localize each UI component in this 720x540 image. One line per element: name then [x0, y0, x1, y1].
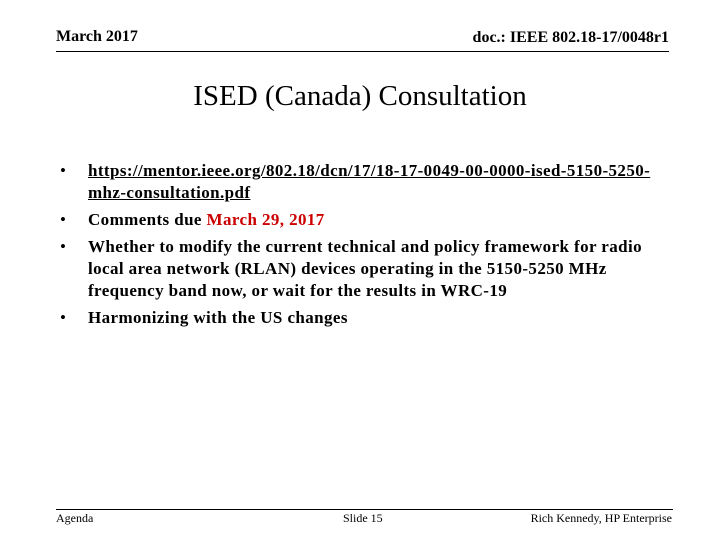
comments-due-date: March 29, 2017 [206, 210, 325, 229]
modify-text: Whether to modify the current technical and policy framework for radio local area network (RLAN) devices operating in the 5150-5250 MHz frequency band now, or wait for the results in WRC-19 [88, 237, 642, 300]
bullet-item-link [60, 160, 660, 204]
bullet-icon: • [60, 308, 67, 327]
header-doc-id: doc.: IEEE 802.18-17/0048r1 [472, 29, 669, 46]
header-date: March 2017 [56, 28, 138, 45]
footer-author: Rich Kennedy, HP Enterprise [530, 511, 672, 525]
bullet-icon: • [60, 237, 67, 256]
consultation-link[interactable]: https://mentor.ieee.org/802.18/dcn/17/18-17-0049-00-0000-ised-5150-5250-mhz-consultation.pdf [88, 161, 651, 202]
bullet-item-harmonize [60, 307, 660, 329]
harmonize-text: Harmonizing with the US changes [88, 308, 348, 327]
footer-divider [56, 509, 673, 510]
bullet-item-comments [60, 209, 660, 231]
header-divider [56, 51, 669, 52]
footer-slide-number: Slide 15 [343, 511, 383, 525]
bullet-icon: • [60, 210, 67, 229]
bullet-icon: • [60, 161, 67, 180]
bullet-list [60, 160, 660, 334]
slide-title: ISED (Canada) Consultation [193, 80, 527, 112]
footer-agenda: Agenda [56, 511, 94, 525]
comments-label: Comments due [88, 210, 207, 229]
bullet-item-modify [60, 236, 660, 302]
